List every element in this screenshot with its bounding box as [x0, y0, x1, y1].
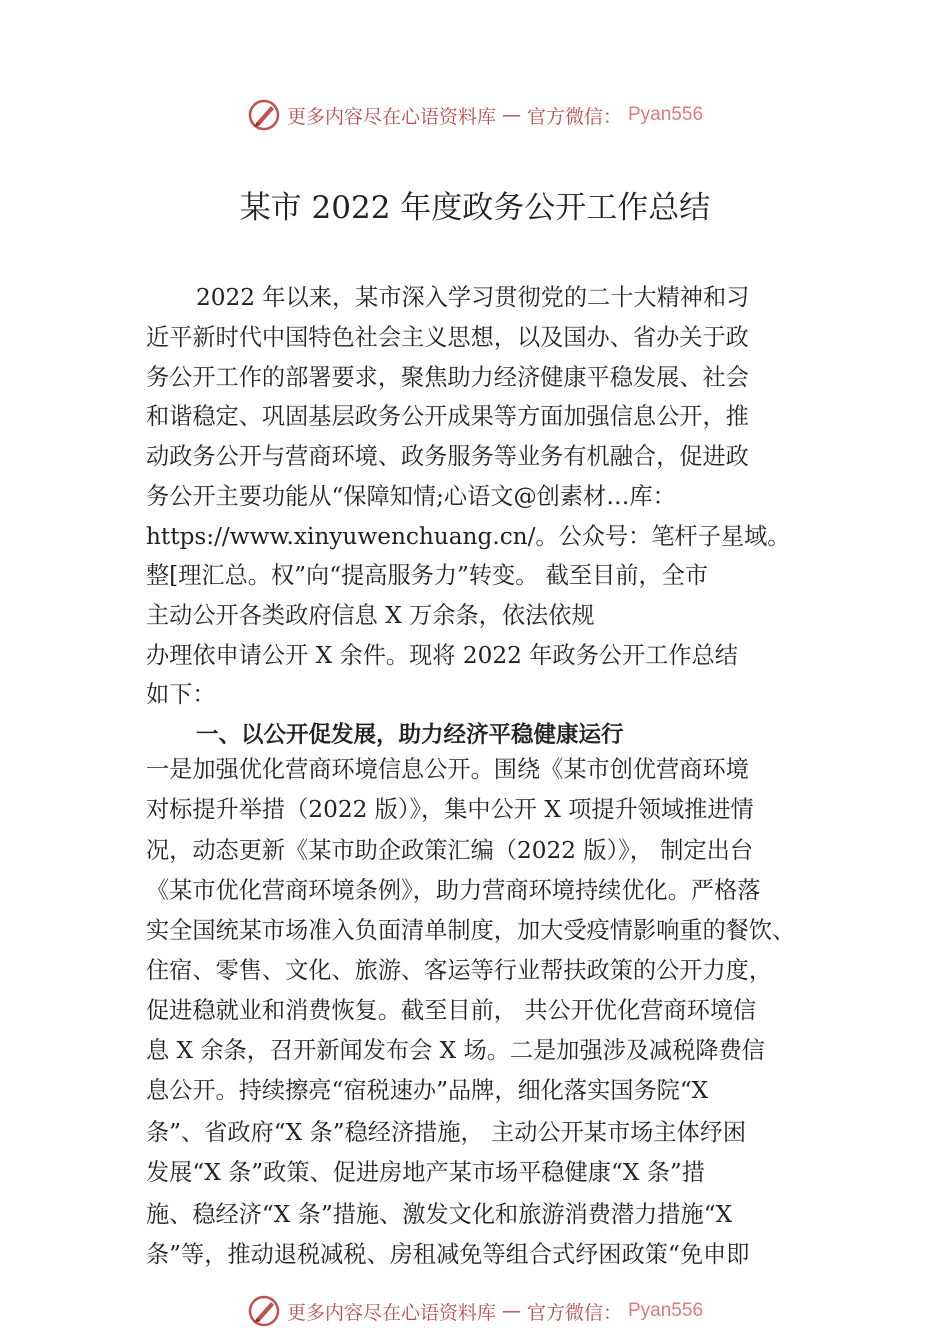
paragraph-line: 务公开工作的部署要求，聚焦助力经济健康平稳发展、社会 — [146, 364, 749, 391]
body-line: 实全国统某市场准入负面清单制度，加大受疫情影响重的餐饮、 — [146, 917, 796, 944]
paragraph-line: 整[理汇总。权”向“提高服务力”转变。 截至目前，全市 — [146, 562, 709, 589]
watermark-dash: — — [501, 104, 521, 126]
paragraph-line: 近平新时代中国特色社会主义思想，以及国办、省办关于政 — [146, 324, 749, 351]
paragraph-line: 如下： — [146, 681, 216, 708]
paragraph-line: 办理依申请公开 X 余件。现将 2022 年政务公开工作总结 — [146, 642, 738, 669]
watermark-wechat-label: 官方微信： — [526, 105, 622, 128]
watermark-footer — [0, 1291, 950, 1331]
body-line: 息 X 余条，召开新闻发布会 X 场。二是加强涉及减税降费信 — [146, 1037, 765, 1064]
body-line: 息公开。持续擦亮“宿税速办”品牌，细化落实国务院“X — [146, 1077, 709, 1104]
body-line: 施、稳经济“X 条”措施、激发文化和旅游消费潜力措施“X — [146, 1201, 733, 1228]
body-line: 条”、省政府“X 条”稳经济措施， 主动公开某市场主体纾困 — [146, 1119, 747, 1146]
body-line: 发展“X 条”政策、促进房地产某市场平稳健康“X 条”措 — [146, 1159, 705, 1186]
paragraph-line: 动政务公开与营商环境、政务服务等业务有机融合，促进政 — [146, 443, 749, 470]
body-line: 一是加强优化营商环境信息公开。围绕《某市创优营商环境 — [146, 756, 749, 783]
watermark-site: 更多内容尽在心语资料库 — [286, 105, 496, 128]
watermark-site: 更多内容尽在心语资料库 — [286, 1301, 496, 1324]
document-title: 某市 2022 年度政务公开工作总结 — [239, 190, 711, 226]
body-line: 条”等，推动退税减税、房租减免等组合式纾困政策“免申即 — [146, 1241, 750, 1268]
paragraph-line: https://www.xinyuwenchuang.cn/。公众号：笔杆子星域。 — [146, 523, 791, 550]
paragraph-line: 务公开主要功能从“保障知情;心语文@创素材…库： — [146, 483, 676, 510]
paragraph-line: 主动公开各类政府信息 X 万余条，依法依规 — [146, 602, 595, 629]
paragraph-line: 2022 年以来，某市深入学习贯彻党的二十大精神和习 — [196, 284, 750, 311]
watermark-header — [0, 95, 950, 135]
body-line: 况，动态更新《某市助企政策汇编（2022 版）》， 制定出台 — [146, 837, 754, 864]
watermark-account: Pyan556 — [628, 104, 704, 125]
section-heading: 一、以公开促发展，助力经济平稳健康运行 — [196, 722, 624, 748]
watermark-dash: — — [501, 1300, 521, 1322]
body-line: 对标提升举措（2022 版）》，集中公开 X 项提升领域推进情 — [146, 796, 754, 823]
watermark-wechat-label: 官方微信： — [526, 1301, 622, 1324]
body-line: 促进稳就业和消费恢复。截至目前， 共公开优化营商环境信 — [146, 997, 757, 1024]
pen-logo-icon — [247, 1294, 281, 1328]
body-line: 《某市优化营商环境条例》，助力营商环境持续优化。严格落 — [146, 877, 761, 904]
body-line: 住宿、零售、文化、旅游、客运等行业帮扶政策的公开力度， — [146, 957, 773, 984]
watermark-account: Pyan556 — [628, 1300, 704, 1321]
paragraph-line: 和谐稳定、巩固基层政务公开成果等方面加强信息公开，推 — [146, 403, 749, 430]
pen-logo-icon — [247, 98, 281, 132]
